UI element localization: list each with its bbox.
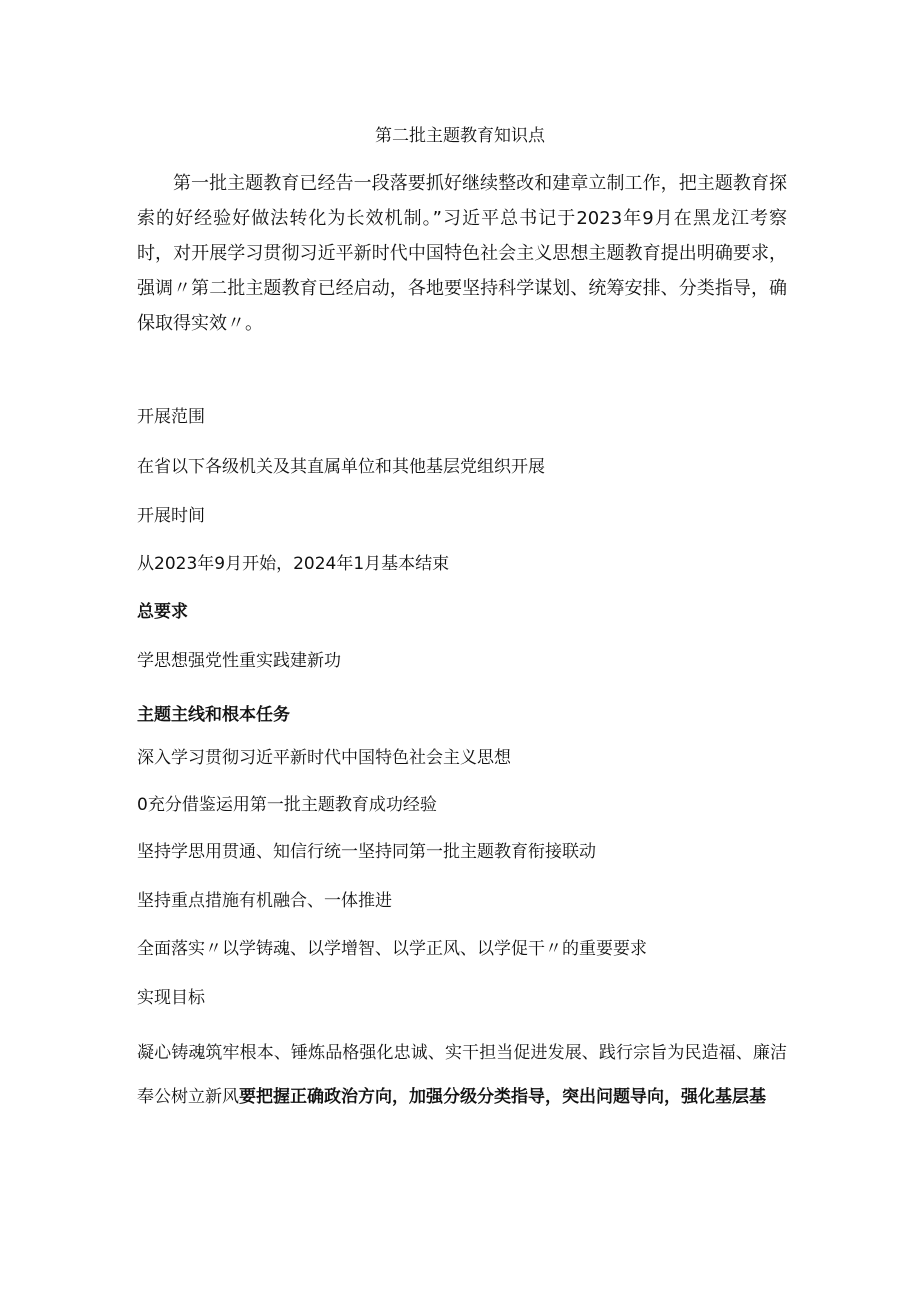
point-3: 坚持重点措施有机融合、一体推进: [137, 891, 392, 911]
goal-heading: 实现目标: [137, 988, 205, 1008]
overall-text: 学思想强党性重实践建新功: [137, 651, 341, 671]
point-1: 0充分借鉴运用第一批主题教育成功经验: [137, 795, 437, 815]
point-4: 全面落实〃以学铸魂、以学增智、以学正风、以学促干〃的重要要求: [137, 939, 647, 959]
intro-paragraph: 第一批主题教育已经告一段落要抓好继续整改和建章立制工作，把主题教育探索的好经验好做法转化为长效机制。”习近平总书记于2023年9月在黑龙江考察时，对开展学习贯彻习近平新时代中国特色社会主义思想主题教育提出明确要求，强调〃第二批主题教育已经启动，各地要坚持科学谋划、统筹安排、分类指导，确保取得实效〃。: [137, 173, 787, 334]
time-heading: 开展时间: [137, 506, 205, 526]
goal-text-bold: 要把握正确政治方向，加强分级分类指导，突出问题导向，强化基层基: [239, 1087, 766, 1107]
mainline-text: 深入学习贯彻习近平新时代中国特色社会主义思想: [137, 748, 511, 768]
time-text: 从2023年9月开始，2024年1月基本结束: [137, 554, 450, 574]
scope-heading: 开展范围: [137, 407, 205, 427]
overall-heading: 总要求: [137, 602, 188, 622]
goal-text-regular: 凝心铸魂筑牢根本、锤炼品格强化忠诚、实干担当促进发展、践行宗旨为民造福、廉洁奉公树立新风: [137, 1043, 787, 1107]
document-title: 第二批主题教育知识点: [375, 126, 545, 146]
scope-text: 在省以下各级机关及其直属单位和其他基层党组织开展: [137, 457, 545, 477]
mainline-heading: 主题主线和根本任务: [137, 705, 290, 725]
goal-paragraph: [137, 1031, 787, 1119]
point-2: 坚持学思用贯通、知信行统一坚持同第一批主题教育衔接联动: [137, 842, 596, 862]
